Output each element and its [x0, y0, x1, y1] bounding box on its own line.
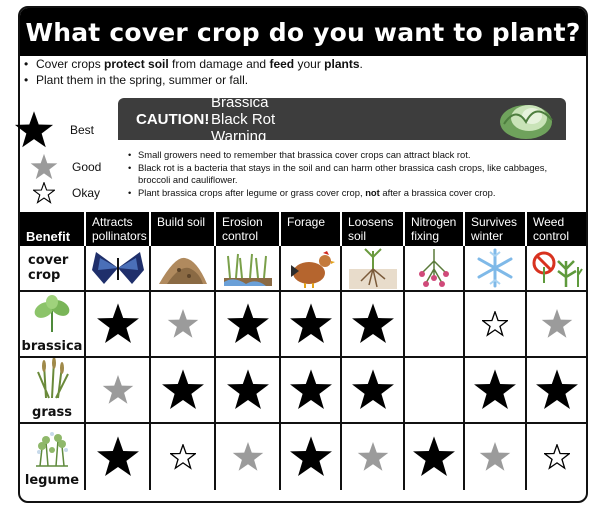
good-star-icon	[102, 374, 134, 406]
rating-cell	[151, 424, 216, 490]
header-nitrogen: Nitrogen fixing	[405, 212, 465, 246]
rating-cell	[151, 358, 216, 422]
caution-item-2: • Black rot is a bacteria that stays in the soil and can harm other brassica cash crops, like cabbages, broccoli and cauliflower.	[128, 162, 558, 186]
good-star-icon	[479, 441, 511, 473]
caution-list	[128, 149, 558, 200]
crop-rows	[20, 292, 586, 490]
rating-cell	[86, 424, 151, 490]
rating-cell	[216, 424, 281, 490]
okay-star-icon	[482, 311, 508, 337]
header-weed: Weed control	[533, 215, 570, 243]
intro-list	[22, 56, 363, 88]
crop-name: brassica	[21, 339, 83, 354]
page-title: What cover crop do you want to plant?	[25, 17, 581, 47]
rating-cell	[465, 292, 527, 356]
roots-icon	[342, 246, 405, 290]
crop-row-legume	[20, 424, 586, 490]
caution-item-1: • Small growers need to remember that brassica cover crops can attract black rot.	[128, 149, 558, 161]
crop-row-grass	[20, 358, 586, 424]
best-star-icon	[289, 435, 333, 479]
rating-cell	[342, 358, 405, 422]
rating-cell	[151, 292, 216, 356]
grass-icon	[32, 358, 72, 405]
crop-name: grass	[32, 405, 72, 420]
legend-best	[14, 108, 120, 152]
caution-banner	[118, 93, 566, 145]
benefit-table	[20, 212, 586, 490]
best-star-icon	[226, 302, 270, 346]
rating-cell	[527, 424, 586, 490]
chicken-icon	[281, 246, 342, 290]
rating-cell	[405, 292, 465, 356]
rating-cell	[281, 358, 342, 422]
legend-best-label: Best	[70, 123, 95, 137]
erosion-icon	[216, 246, 281, 290]
nodules-icon	[405, 246, 465, 290]
header-pollinators: Attracts pollinators	[86, 212, 151, 246]
rating-cell	[405, 358, 465, 422]
cover-crop-label: cover crop	[20, 246, 86, 290]
rating-cell	[342, 424, 405, 490]
best-star-icon	[289, 368, 333, 412]
benefit-header: Benefit	[20, 212, 86, 246]
legend-okay	[33, 182, 120, 204]
legend	[10, 108, 120, 204]
soil-pile-icon	[151, 246, 216, 290]
okay-star-icon	[170, 444, 196, 470]
best-star-icon	[14, 110, 54, 150]
good-star-icon	[357, 441, 389, 473]
rating-cell	[281, 292, 342, 356]
icon-row	[20, 246, 586, 292]
best-star-icon	[473, 368, 517, 412]
rating-cell	[216, 292, 281, 356]
okay-star-icon	[544, 444, 570, 470]
no-weeds-icon	[527, 246, 586, 290]
best-star-icon	[412, 435, 456, 479]
rating-cell	[86, 292, 151, 356]
crop-cell	[20, 292, 86, 356]
crop-cell	[20, 424, 86, 490]
best-star-icon	[535, 368, 579, 412]
rating-cell	[465, 424, 527, 490]
header-row	[20, 212, 586, 246]
rating-cell	[216, 358, 281, 422]
best-star-icon	[351, 368, 395, 412]
legend-good	[30, 152, 120, 182]
rating-cell	[527, 292, 586, 356]
rating-cell	[527, 358, 586, 422]
clover-icon	[30, 428, 74, 473]
caution-item-3: • Plant brassica crops after legume or grass cover crop, not after a brassica cover crop.	[128, 187, 558, 199]
header-winter: Survives winter	[465, 212, 527, 246]
brassica-leaf-icon	[32, 294, 72, 339]
crop-cell	[20, 358, 86, 422]
intro-item-1: • Cover crops protect soil from damage and feed your plants.	[22, 56, 363, 72]
butterfly-icon	[86, 246, 151, 290]
title-bar	[20, 8, 586, 56]
legend-okay-label: Okay	[72, 186, 101, 200]
good-star-icon	[232, 441, 264, 473]
legend-good-label: Good	[72, 160, 102, 174]
best-star-icon	[96, 302, 140, 346]
caution-heading: Brassica Black Rot Warning	[211, 93, 276, 145]
caution-label: CAUTION!	[136, 110, 210, 128]
best-star-icon	[226, 368, 270, 412]
best-star-icon	[96, 435, 140, 479]
rating-cell	[281, 424, 342, 490]
snowflake-icon	[465, 246, 527, 290]
okay-star-icon	[33, 182, 55, 204]
crop-name: legume	[24, 473, 80, 488]
header-forage: Forage	[281, 212, 342, 246]
rating-cell	[405, 424, 465, 490]
cabbage-icon	[496, 92, 560, 142]
good-star-icon	[30, 153, 58, 181]
header-loosens-soil: Loosens soil	[342, 212, 405, 246]
best-star-icon	[351, 302, 395, 346]
best-star-icon	[289, 302, 333, 346]
header-build-soil: Build soil	[151, 212, 216, 246]
rating-cell	[465, 358, 527, 422]
rating-cell	[342, 292, 405, 356]
good-star-icon	[541, 308, 573, 340]
header-erosion: Erosion control	[216, 212, 281, 246]
crop-row-brassica	[20, 292, 586, 358]
good-star-icon	[167, 308, 199, 340]
rating-cell	[86, 358, 151, 422]
intro-item-2: • Plant them in the spring, summer or fall.	[22, 72, 363, 88]
best-star-icon	[161, 368, 205, 412]
